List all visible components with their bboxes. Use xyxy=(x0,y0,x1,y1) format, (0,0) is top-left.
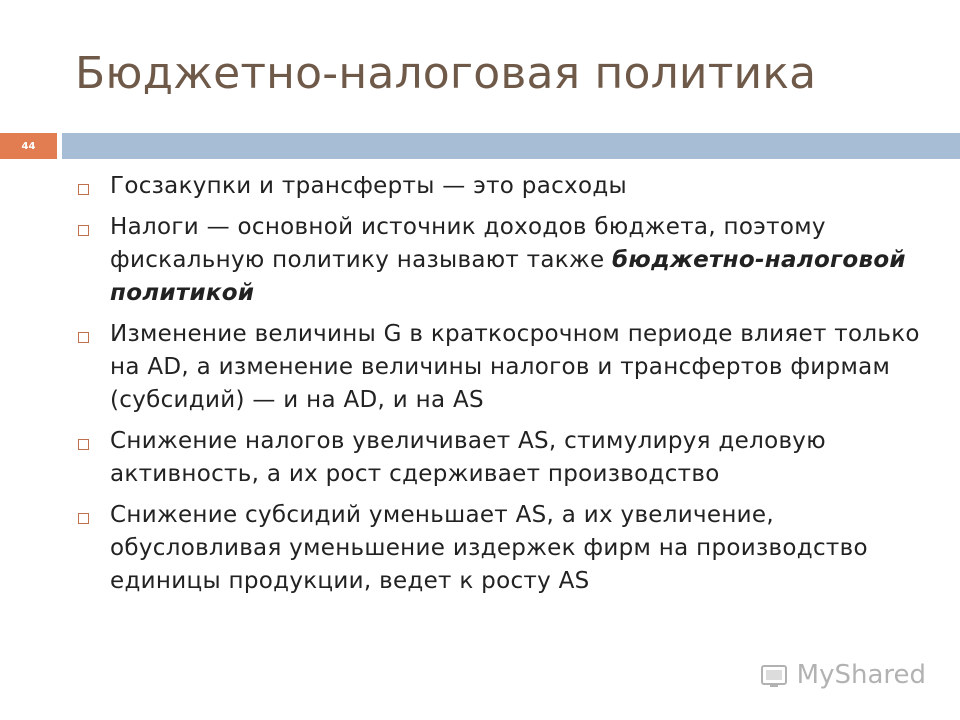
bullet-item xyxy=(76,425,936,491)
bullet-item xyxy=(76,170,936,203)
watermark-text: MyShared xyxy=(796,660,926,690)
square-bullet-icon xyxy=(78,184,89,195)
bullet-text: Снижение субсидий уменьшает AS, а их увеличение, обусловливая уменьшение издержек фирм на производство единицы продукции, ведет к росту AS xyxy=(110,502,868,594)
bullet-item xyxy=(76,499,936,598)
bullet-item xyxy=(76,318,936,417)
bullet-text: Госзакупки и трансферты — это расходы xyxy=(110,173,627,199)
bullet-item xyxy=(76,211,936,310)
square-bullet-icon xyxy=(78,225,89,236)
square-bullet-icon xyxy=(78,513,89,524)
title-divider-bar xyxy=(62,133,960,159)
bullet-emphasis-text: бюджетно-налоговой политикой xyxy=(110,247,906,306)
bullet-text: Изменение величины G в краткосрочном периоде влияет только на AD, а изменение величины налогов и трансфертов фирмам (субсидий) — и на AD, и на AS xyxy=(110,321,920,413)
bullet-text: Налоги — основной источник доходов бюджета, поэтому фискальную политику называют также xyxy=(110,214,826,273)
square-bullet-icon xyxy=(78,332,89,343)
page-number: 44 xyxy=(21,140,36,152)
bullet-text: Снижение налогов увеличивает AS, стимулируя деловую активность, а их рост сдерживает производство xyxy=(110,428,826,487)
slide-title: Бюджетно-налоговая политика xyxy=(75,48,817,99)
bullet-list xyxy=(76,170,936,606)
mystared-logo-icon xyxy=(759,660,789,690)
page-number-badge xyxy=(0,133,57,159)
square-bullet-icon xyxy=(78,439,89,450)
watermark xyxy=(759,660,926,690)
